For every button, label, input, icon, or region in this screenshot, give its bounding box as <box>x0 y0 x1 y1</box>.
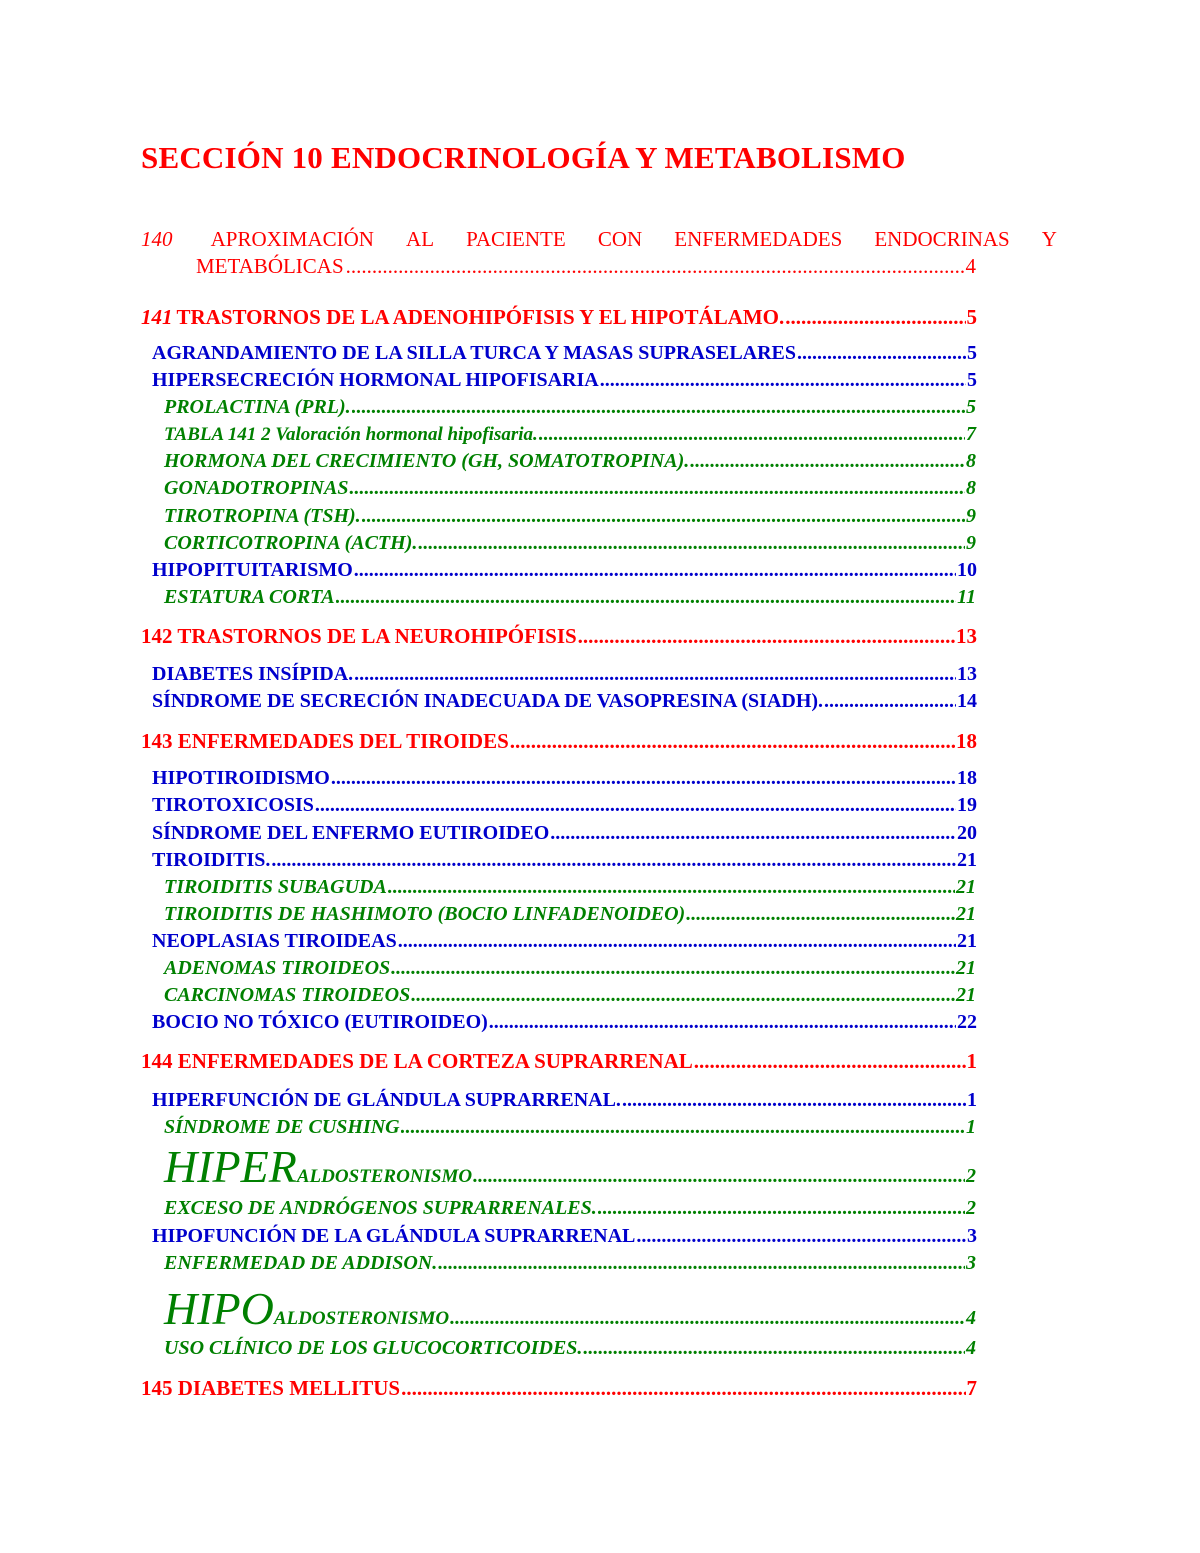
leader-dots <box>583 1337 965 1360</box>
item-title <box>164 1141 473 1192</box>
chapter-title: 144 ENFERMEDADES DE LA CORTEZA SUPRARRENAL <box>141 1049 693 1073</box>
toc-subitem[interactable] <box>164 396 976 426</box>
page-number: 11 <box>957 586 976 608</box>
toc-subitem[interactable] <box>164 477 976 507</box>
leader-dots <box>411 984 955 1007</box>
page-number: 4 <box>966 1307 976 1329</box>
intro-word: AL <box>406 227 435 251</box>
leader-dots <box>797 342 966 365</box>
leader-dots <box>391 957 955 980</box>
toc-subitem[interactable] <box>164 450 976 480</box>
toc-item[interactable] <box>152 342 977 372</box>
page-number: 19 <box>957 794 977 816</box>
leader-dots <box>354 559 956 582</box>
page-number: 10 <box>957 559 977 581</box>
toc-item[interactable] <box>152 767 977 797</box>
item-title: NEOPLASIAS TIROIDEAS <box>152 930 397 952</box>
item-title <box>164 1283 450 1334</box>
intro-word: ENFERMEDADES <box>674 227 843 251</box>
leader-dots <box>401 1116 965 1139</box>
leader-dots <box>785 305 965 330</box>
page-number: 20 <box>957 822 977 844</box>
leader-dots <box>331 767 956 790</box>
leader-dots <box>686 903 955 926</box>
item-title: HIPERSECRECIÓN HORMONAL HIPOFISARIA <box>152 369 599 391</box>
page-number: 5 <box>966 305 977 329</box>
leader-dots <box>473 1165 965 1188</box>
item-title: TABLA 141 2 Valoración hormonal hipofisaria. <box>164 424 538 445</box>
item-title: TIROTROPINA (TSH). <box>164 505 361 527</box>
leader-dots <box>598 1197 965 1220</box>
toc-item[interactable] <box>152 822 977 852</box>
item-title: HIPOPITUITARISMO <box>152 559 353 581</box>
toc-subitem[interactable] <box>164 1283 976 1336</box>
page-number: 13 <box>957 663 977 685</box>
item-title: ESTATURA CORTA <box>164 586 335 608</box>
page-number: 8 <box>966 450 976 472</box>
toc-item[interactable] <box>152 663 977 693</box>
leader-dots <box>690 450 965 473</box>
item-title: ADENOMAS TIROIDEOS <box>164 957 391 979</box>
page-number: 21 <box>956 903 976 925</box>
page-number: 14 <box>957 690 977 712</box>
toc-item[interactable] <box>152 690 977 720</box>
toc-item[interactable] <box>152 930 977 960</box>
toc-item[interactable] <box>152 794 977 824</box>
toc-subitem[interactable] <box>164 1197 976 1227</box>
toc-item[interactable] <box>152 369 977 399</box>
toc-item[interactable] <box>152 849 977 879</box>
leader-dots <box>398 930 956 953</box>
title-prefix: HIPO <box>164 1283 274 1334</box>
page-number: 9 <box>966 505 976 527</box>
page-number: 18 <box>956 729 977 753</box>
leader-dots <box>346 254 964 279</box>
toc-subitem[interactable] <box>164 586 976 616</box>
item-title: TIROTOXICOSIS <box>152 794 314 816</box>
toc-entry-140-line2[interactable] <box>196 254 976 282</box>
page-number: 21 <box>956 876 976 898</box>
page-number: 8 <box>966 477 976 499</box>
page-number: 7 <box>966 1376 977 1400</box>
toc-subitem[interactable] <box>164 876 976 906</box>
toc-subitem[interactable] <box>164 1337 976 1367</box>
toc-subitem[interactable] <box>164 532 976 562</box>
item-title: ENFERMEDAD DE ADDISON. <box>164 1252 438 1274</box>
leader-dots <box>336 586 956 609</box>
item-title: PROLACTINA (PRL). <box>164 396 351 418</box>
item-title: HIPERFUNCIÓN DE GLÁNDULA SUPRARRENAL. <box>152 1089 621 1111</box>
intro-word: ENDOCRINAS <box>874 227 1010 251</box>
leader-dots <box>489 1011 956 1034</box>
intro-word: APROXIMACIÓN <box>210 227 374 251</box>
leader-dots <box>349 477 965 500</box>
page-number: 18 <box>957 767 977 789</box>
intro-line2-text: METABÓLICAS <box>196 254 344 278</box>
toc-chapter-142[interactable] <box>141 624 977 654</box>
page-number: 7 <box>966 423 976 445</box>
item-title: HORMONA DEL CRECIMIENTO (GH, SOMATOTROPINA). <box>164 450 690 472</box>
item-title: GONADOTROPINAS <box>164 477 349 499</box>
leader-dots <box>510 729 955 754</box>
leader-dots <box>550 822 956 845</box>
page-number: 22 <box>957 1011 977 1033</box>
toc-subitem[interactable] <box>164 1141 976 1194</box>
page-number: 13 <box>956 624 977 648</box>
item-title: SÍNDROME DEL ENFERMO EUTIROIDEO <box>152 822 550 844</box>
section-title: SECCIÓN 10 ENDOCRINOLOGÍA Y METABOLISMO <box>141 140 906 175</box>
leader-dots <box>401 1376 965 1401</box>
intro-word: Y <box>1041 227 1057 251</box>
item-title: EXCESO DE ANDRÓGENOS SUPRARRENALES. <box>164 1197 597 1219</box>
leader-dots <box>438 1252 965 1275</box>
leader-dots <box>824 690 956 713</box>
page-number: 3 <box>967 1225 977 1247</box>
intro-words <box>141 227 1057 252</box>
intro-word: PACIENTE <box>466 227 566 251</box>
toc-subitem[interactable] <box>164 903 976 933</box>
page-number: 4 <box>965 254 976 278</box>
toc-chapter-145[interactable] <box>141 1376 977 1406</box>
page-number: 2 <box>966 1197 976 1219</box>
item-title: CARCINOMAS TIROIDEOS <box>164 984 411 1006</box>
toc-subitem[interactable] <box>164 1252 976 1282</box>
leader-dots <box>352 396 965 419</box>
leader-dots <box>418 532 965 555</box>
page-number: 5 <box>967 369 977 391</box>
toc-subitem[interactable] <box>164 423 976 453</box>
leader-dots <box>694 1049 966 1074</box>
page-number: 2 <box>966 1165 976 1187</box>
toc-chapter-143[interactable] <box>141 729 977 759</box>
leader-dots <box>600 369 966 392</box>
chapter-title-text: TRASTORNOS DE LA ADENOHIPÓFISIS Y EL HIPOTÁLAMO. <box>176 305 785 329</box>
item-title: AGRANDAMIENTO DE LA SILLA TURCA Y MASAS SUPRASELARES <box>152 342 797 364</box>
chapter-title <box>141 305 784 330</box>
toc-item[interactable] <box>152 1225 977 1255</box>
toc-subitem[interactable] <box>164 984 976 1014</box>
leader-dots <box>315 794 956 817</box>
toc-subitem[interactable] <box>164 957 976 987</box>
page-number: 1 <box>966 1116 976 1138</box>
item-title: USO CLÍNICO DE LOS GLUCOCORTICOIDES. <box>164 1337 583 1359</box>
page-number: 21 <box>957 849 977 871</box>
item-title: TIROIDITIS. <box>152 849 271 871</box>
item-title: TIROIDITIS DE HASHIMOTO (BOCIO LINFADENOIDEO) <box>164 903 686 925</box>
item-title: CORTICOTROPINA (ACTH). <box>164 532 418 554</box>
chapter-number: 140 <box>141 227 173 251</box>
toc-item[interactable] <box>152 1011 977 1041</box>
toc-chapter-141[interactable] <box>141 305 977 335</box>
intro-word: CON <box>597 227 643 251</box>
toc-item[interactable] <box>152 559 977 589</box>
chapter-title: 145 DIABETES MELLITUS <box>141 1376 401 1400</box>
page-number: 1 <box>967 1089 977 1111</box>
leader-dots <box>636 1225 966 1248</box>
page-number: 4 <box>966 1337 976 1359</box>
page-number: 21 <box>956 957 976 979</box>
leader-dots <box>362 505 965 528</box>
leader-dots <box>450 1307 965 1330</box>
title-suffix: ALDOSTERONISMO <box>273 1308 450 1329</box>
item-title: TIROIDITIS SUBAGUDA <box>164 876 387 898</box>
page-number: 5 <box>966 396 976 418</box>
item-title: BOCIO NO TÓXICO (EUTIROIDEO) <box>152 1011 488 1033</box>
page-number: 9 <box>966 532 976 554</box>
leader-dots <box>271 849 956 872</box>
page-number: 5 <box>967 342 977 364</box>
leader-dots <box>622 1089 966 1112</box>
page-number: 21 <box>956 984 976 1006</box>
item-title: HIPOFUNCIÓN DE LA GLÁNDULA SUPRARRENAL <box>152 1225 636 1247</box>
page-number: 21 <box>957 930 977 952</box>
item-title: DIABETES INSÍPIDA. <box>152 663 354 685</box>
title-prefix: HIPER <box>164 1141 297 1192</box>
page-number: 3 <box>966 1252 976 1274</box>
page-number: 1 <box>966 1049 977 1073</box>
item-title: SÍNDROME DE SECRECIÓN INADECUADA DE VASOPRESINA (SIADH). <box>152 690 824 712</box>
chapter-number: 141 <box>141 305 173 329</box>
item-title: SÍNDROME DE CUSHING <box>164 1116 400 1138</box>
item-title: HIPOTIROIDISMO <box>152 767 330 789</box>
leader-dots <box>539 423 965 446</box>
toc-item[interactable] <box>152 1089 977 1119</box>
leader-dots <box>578 624 955 649</box>
chapter-title: 143 ENFERMEDADES DEL TIROIDES <box>141 729 509 753</box>
toc-subitem[interactable] <box>164 505 976 535</box>
toc-chapter-144[interactable] <box>141 1049 977 1079</box>
toc-entry-140-line1[interactable] <box>141 227 1057 255</box>
title-suffix: ALDOSTERONISMO <box>296 1166 473 1187</box>
leader-dots <box>354 663 956 686</box>
leader-dots <box>388 876 955 899</box>
chapter-title: 142 TRASTORNOS DE LA NEUROHIPÓFISIS <box>141 624 577 648</box>
